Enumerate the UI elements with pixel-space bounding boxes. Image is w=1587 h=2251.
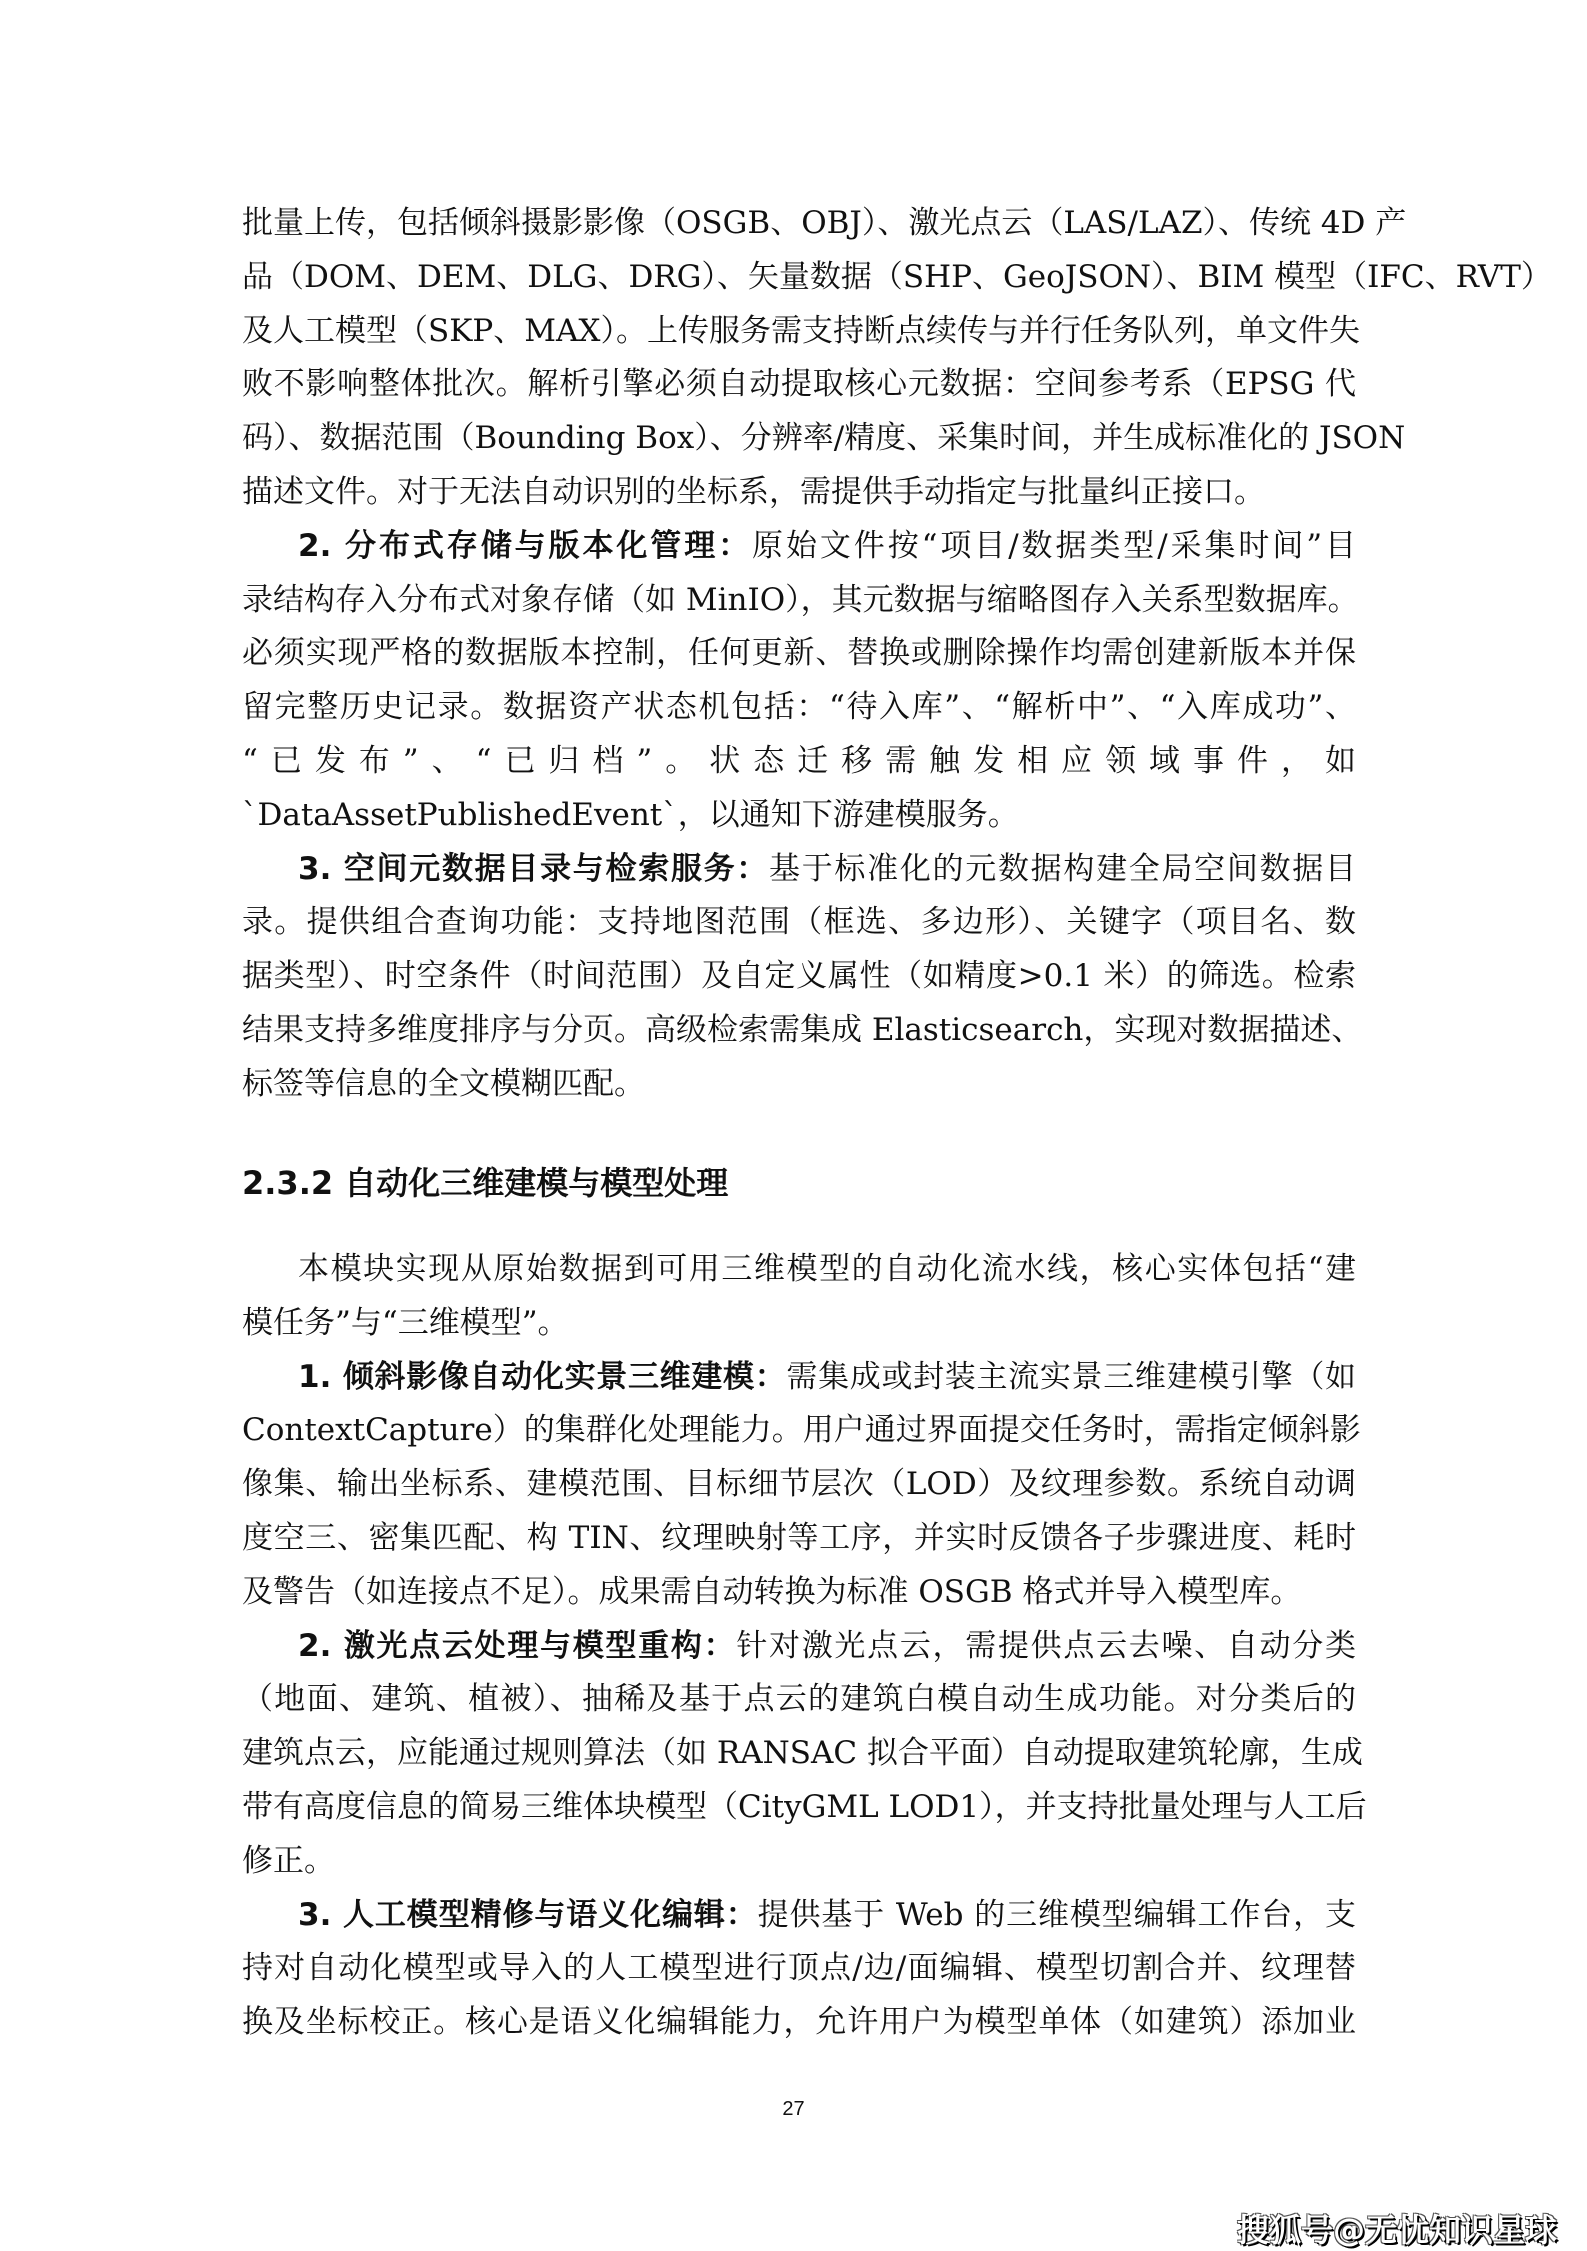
line-text: 建筑点云，应能通过规则算法（如 RANSAC 拟合平面）自动提取建筑轮廓，生成 <box>242 1735 1363 1772</box>
text-line <box>242 735 1356 789</box>
text-line <box>242 466 1356 520</box>
line-text: 针对激光点云，需提供点云去噪、自动分类 <box>736 1627 1357 1664</box>
section-2-3-2-body <box>242 1243 1367 2050</box>
item-lead-heading: 3. 空间元数据目录与检索服务： <box>298 850 770 887</box>
line-text: 基于标准化的元数据构建全局空间数据目 <box>769 850 1357 887</box>
line-text: 持对自动化模型或导入的人工模型进行顶点/边/面编辑、模型切割合并、纹理替 <box>242 1950 1356 1987</box>
text-line <box>242 1458 1356 1512</box>
section-heading: 2.3.2 自动化三维建模与模型处理 <box>242 1164 729 1202</box>
line-text: 败不影响整体批次。解析引擎必须自动提取核心元数据：空间参考系（EPSG 代 <box>242 366 1356 403</box>
line-text: 码）、数据范围（Bounding Box）、分辨率/精度、采集时间，并生成标准化的 JSON <box>242 420 1406 457</box>
line-text: 换及坐标校正。核心是语义化编辑能力，允许用户为模型单体（如建筑）添加业 <box>242 2004 1356 2041</box>
text-line <box>242 1004 1363 1058</box>
item-lead-heading: 3. 人工模型精修与语义化编辑： <box>298 1896 758 1933</box>
line-text: `DataAssetPublishedEvent`，以通知下游建模服务。 <box>242 796 1019 833</box>
text-line <box>242 358 1356 412</box>
line-text: 录。提供组合查询功能：支持地图范围（框选、多边形）、关键字（项目名、数 <box>242 904 1356 941</box>
text-line <box>242 1942 1356 1996</box>
text-line <box>242 574 1359 628</box>
line-text: ContextCapture）的集群化处理能力。用户通过界面提交任务时，需指定倾斜影 <box>242 1412 1361 1449</box>
text-line <box>242 1512 1356 1566</box>
line-text: 标签等信息的全文模糊匹配。 <box>242 1065 645 1102</box>
text-line <box>242 1243 1356 1297</box>
line-text: 提供基于 Web 的三维模型编辑工作台，支 <box>757 1896 1357 1933</box>
page-number: 27 <box>782 2098 805 2120</box>
item-lead-heading: 1. 倾斜影像自动化实景三维建模： <box>298 1358 787 1395</box>
line-text: 批量上传，包括倾斜摄影影像（OSGB、OBJ）、激光点云（LAS/LAZ）、传统 4D 产 <box>242 205 1407 241</box>
line-text: 带有高度信息的简易三维体块模型（CityGML LOD1），并支持批量处理与人工后 <box>242 1788 1367 1825</box>
text-line <box>242 896 1356 950</box>
line-text: 像集、输出坐标系、建模范围、目标细节层次（LOD）及纹理参数。系统自动调 <box>242 1466 1356 1503</box>
text-line <box>242 1566 1356 1620</box>
watermark: 搜狐号@无忧知识星球 <box>1236 2211 1557 2249</box>
text-line <box>242 843 1356 897</box>
text-line <box>242 520 1356 574</box>
text-line <box>242 1058 1356 1112</box>
text-line <box>242 1889 1356 1943</box>
line-text: 本模块实现从原始数据到可用三维模型的自动化流水线，核心实体包括“建 <box>298 1251 1356 1287</box>
line-text: 据类型）、时空条件（时间范围）及自定义属性（如精度>0.1 米）的筛选。检索 <box>242 958 1356 995</box>
line-text: 需集成或封装主流实景三维建模引擎（如 <box>786 1358 1357 1395</box>
line-text: 度空三、密集匹配、构 TIN、纹理映射等工序，并实时反馈各子步骤进度、耗时 <box>242 1519 1356 1556</box>
line-text: 原始文件按“项目/数据类型/采集时间”目 <box>752 527 1356 564</box>
line-text: 及人工模型（SKP、MAX）。上传服务需支持断点续传与并行任务队列，单文件失 <box>242 312 1360 349</box>
text-line <box>242 627 1356 681</box>
item-lead-heading: 2. 激光点云处理与模型重构： <box>298 1627 737 1664</box>
text-line <box>242 305 1360 359</box>
text-line <box>242 1673 1356 1727</box>
text-line <box>242 1996 1356 2050</box>
line-text: 留完整历史记录。数据资产状态机包括：“待入库”、“解析中”、“入库成功”、 <box>242 689 1356 726</box>
text-line <box>242 1297 1356 1351</box>
text-line <box>242 251 1552 305</box>
line-text: 录结构存入分布式对象存储（如 MinIO），其元数据与缩略图存入关系型数据库。 <box>242 581 1359 618</box>
text-line <box>242 1781 1367 1835</box>
line-text: 及警告（如连接点不足）。成果需自动转换为标准 OSGB 格式并导入模型库。 <box>242 1573 1302 1610</box>
item-lead-heading: 2. 分布式存储与版本化管理： <box>298 527 753 564</box>
text-line <box>242 1404 1361 1458</box>
text-line <box>242 1620 1356 1674</box>
text-line <box>242 789 1356 843</box>
line-text: 修正。 <box>242 1842 335 1879</box>
text-line <box>242 681 1356 735</box>
line-text: 描述文件。对于无法自动识别的坐标系，需提供手动指定与批量纠正接口。 <box>242 473 1265 510</box>
line-text: 必须实现严格的数据版本控制，任何更新、替换或删除操作均需创建新版本并保 <box>242 635 1356 672</box>
line-text: 品（DOM、DEM、DLG、DRG）、矢量数据（SHP、GeoJSON）、BIM 模型（IFC、RVT） <box>242 258 1552 295</box>
text-line <box>242 950 1356 1004</box>
line-text: （地面、建筑、植被）、抽稀及基于点云的建筑白模自动生成功能。对分类后的 <box>242 1681 1356 1718</box>
text-line <box>242 1835 1356 1889</box>
text-line <box>242 412 1406 466</box>
line-text: 模任务”与“三维模型”。 <box>242 1304 569 1341</box>
section-2-3-1-body <box>242 197 1552 1112</box>
text-line <box>242 1351 1356 1405</box>
text-line <box>242 197 1407 251</box>
text-line <box>242 1727 1363 1781</box>
line-text: 结果支持多维度排序与分页。高级检索需集成 Elasticsearch，实现对数据描述、 <box>242 1011 1363 1048</box>
line-text: “已发布”、“已归档”。状态迁移需触发相应领域事件，如 <box>242 742 1356 779</box>
